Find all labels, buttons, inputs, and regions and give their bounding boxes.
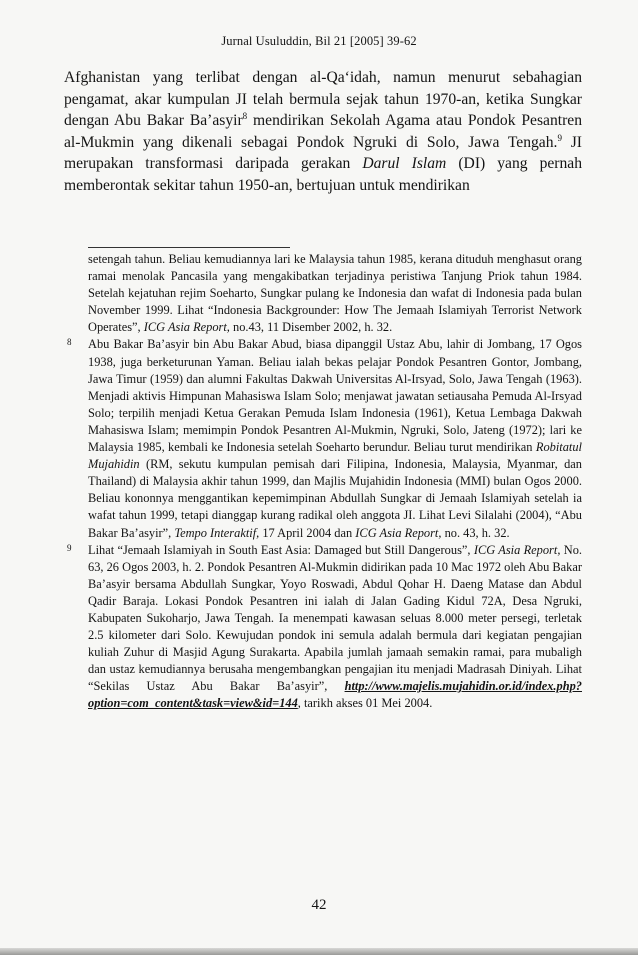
footnote-continued (64, 251, 582, 336)
footnote-ref-9[interactable]: 9 (557, 132, 562, 143)
footnote-ref-8[interactable]: 8 (242, 111, 248, 121)
body-paragraph (64, 67, 582, 197)
footnote-number: 8 (67, 337, 72, 348)
body-text-segment: mendirikan Sekolah Agama atau Pondok Pesantren al-Mukmin yang dikenali sebagai Pondok Ngruki di Solo, Jawa Tengah. (64, 112, 582, 151)
citation-title: ICG Asia Report, (143, 320, 230, 335)
running-header: Jurnal Usuluddin, Bil 21 [2005] 39-62 (221, 34, 417, 48)
citation-title: ICG Asia Report, (473, 542, 561, 557)
source-url-link[interactable]: http://www.majelis.mujahidin.or.id/index.php?option=com_content&task=view&id=144 (88, 679, 582, 711)
footnote-text: Abu Bakar Ba’asyir bin Abu Bakar Abud, biasa dipanggil Ustaz Abu, lahir di Jombang, 17 Ogos 1938, juga berketurunan Yaman. Beliau ialah bekas pelajar Pondok Pesantren Gontor, Jombang, Jawa Timur (1959) dan alumni Fakultas Dakwah Universitas Al-Irsyad, Solo, Jawa Tengah (1963). Menjadi aktivis Himpunan Mahasiswa Islam Solo; menjawat jawatan setiausaha Pemuda Al-Irsyad Solo; terpilih menjadi Ketua Gerakan Pemuda Islam Indonesia (1961), Ketua Lembaga Dakwah Mahasiswa Islam; memimpin Pondok Pesantren Al-Mukmin, Ngruki, Solo, Jateng (1972); lari ke Malaysia 1985, kembali ke Indonesia setelah Soeharto berundur. Beliau turut mendirikan (88, 337, 582, 455)
footnote-text: no. 43, h. 32. (441, 525, 510, 540)
footnote-text: setengah tahun. Beliau kemudiannya lari ke Malaysia tahun 1985, kerana dituduh menghasut orang ramai menolak Pancasila yang mengakibatkan terjadinya peristiwa Tanjung Priok tahun 1984. Setelah kejatuhan rejim Soeharto, Sungkar pulang ke Indonesia dan wafat di Indonesia pada bulan November 1999. Lihat “Indonesia Backgrounder: How The Jemaah Islamiyah Terrorist Network Operates”, (88, 252, 582, 335)
footnote-8 (64, 336, 582, 541)
darul-islam-term: Darul Islam (362, 155, 447, 173)
organization-name: Robitatul Mujahidin (88, 440, 582, 472)
footnote-text: 17 April 2004 dan (259, 525, 356, 540)
page-number: 42 (311, 897, 327, 913)
footnotes-section (64, 251, 582, 713)
footnote-text: , tarikh akses 01 Mei 2004. (297, 696, 433, 711)
footnote-text: (RM, sekutu kumpulan pemisah dari Filipina, Indonesia, Malaysia, Myanmar, dan Thailand) di Malaysia akhir tahun 1999, dan Majlis Mujahidin Indonesia (MMI) bulan Ogos 2000. Beliau kononnya menggantikan kepemimpinan Abdullah Sungkar di Jemaah Islamiyah setelah ia wafat tahun 1999, tetapi dianggap kurang radikal oleh anggota JI. Lihat Levi Silalahi (2004), “Abu Bakar Ba’asyir”, (88, 457, 582, 540)
main-body-text (64, 67, 582, 197)
footnote-separator (88, 247, 290, 248)
footnote-text: Lihat “Jemaah Islamiyah in South East Asia: Damaged but Still Dangerous”, (88, 542, 474, 557)
citation-title: ICG Asia Report, (355, 525, 442, 540)
citation-title: Tempo Interaktif, (174, 525, 260, 540)
scan-bottom-edge (0, 948, 638, 955)
body-text-segment: Afghanistan yang terlibat dengan al-Qa‘idah, namun menurut sebahagian pengamat, akar kumpulan JI telah bermula sejak tahun 1970-an, ketika Sungkar dengan Abu Bakar Ba’asyir (64, 69, 582, 130)
footnote-number: 9 (67, 542, 72, 553)
footnote-text: no.43, 11 Disember 2002, h. 32. (229, 320, 393, 335)
footnote-text: No. 63, 26 Ogos 2003, h. 2. Pondok Pesantren Al-Mukmin didirikan pada 10 Mac 1972 oleh Abu Bakar Ba’asyir bersama Abdullah Sungkar, Yoyo Roswadi, Abdul Qohar H. Daeng Matase dan Abdul Qadir Baraja. Lokasi Pondok Pesantren ini ialah di Jalan Gading Kidul 72A, Desa Ngruki, Kabupaten Sukoharjo, Jawa Tengah. Ia menempati kawasan seluas 8.000 meter persegi, terletak 2.5 kilometer dari Solo. Kewujudan pondok ini semula adalah bermula dari kegiatan pengajian kuliah Zuhur di Masjid Agung Surakarta. Apabila jumlah jamaah semakin ramai, para mubaligh dan ustaz kemudiannya berusaha mengembangkan pengajian itu menjadi Madrasah Diniyah. Lihat “Sekilas Ustaz Abu Bakar Ba’asyir”, (88, 542, 582, 694)
footnote-9 (64, 542, 582, 713)
body-text-segment: JI merupakan transformasi daripada gerakan (64, 133, 582, 173)
body-text-segment: (DI) yang pernah memberontak sekitar tahun 1950-an, bertujuan untuk mendirikan (64, 155, 582, 194)
